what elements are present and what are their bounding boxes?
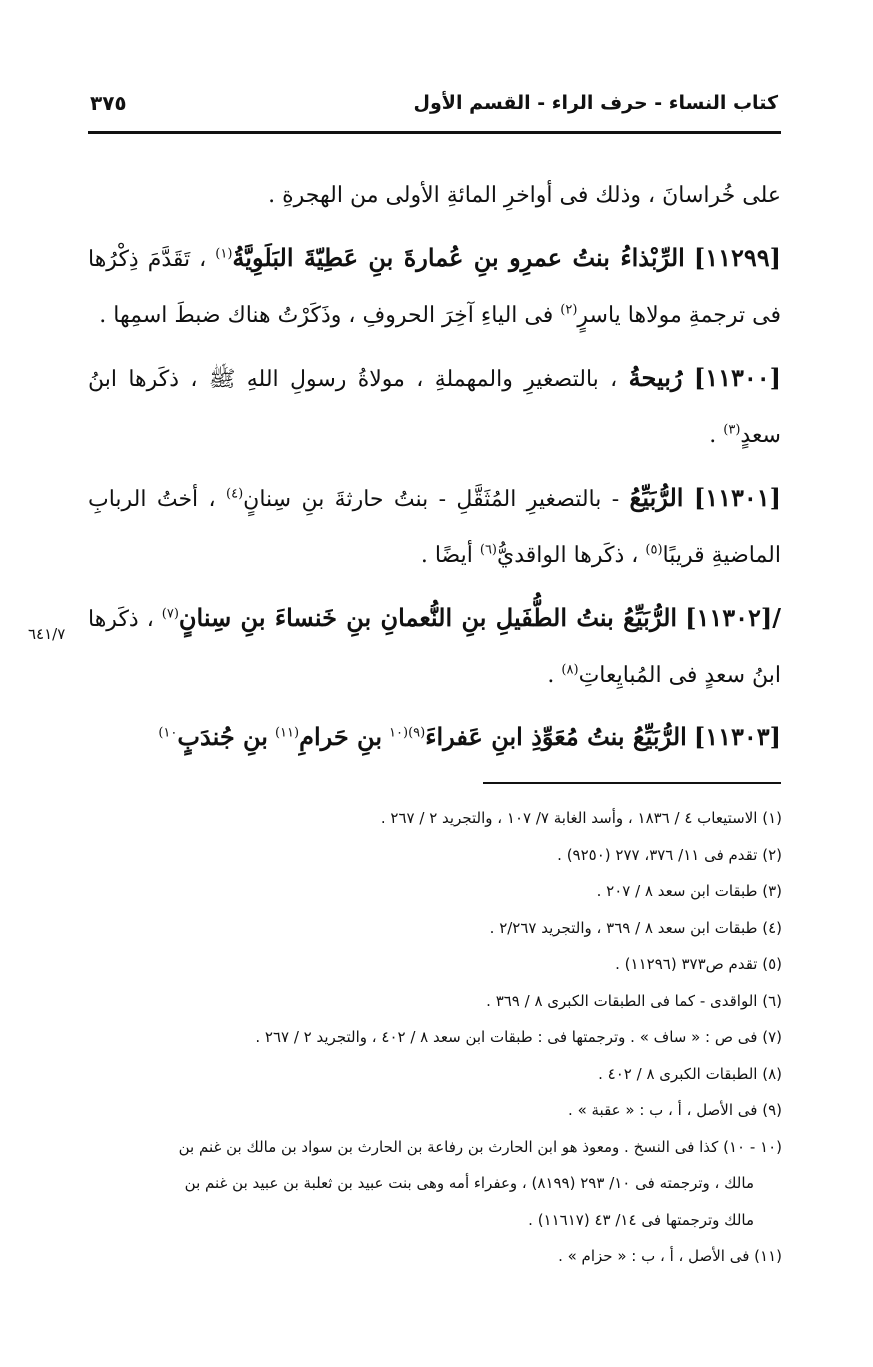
footnote: (٦) الواقدى - كما فى الطبقات الكبرى ٨ / ٣٦٩ . (486, 991, 782, 1010)
footnote: (٧) فى ص : « ساف » . وترجمتها فى : طبقات ابن سعد ٨ / ٤٠٢ ، والتجريد ٢ / ٢٦٧ . (255, 1028, 782, 1046)
entry-name: رُبيحةُ (628, 363, 683, 392)
footnote-ref: (٦) (479, 542, 497, 558)
entry-11303 (88, 722, 781, 751)
footnote: (٢) تقدم فى ١١/ ٣٧٦، ٢٧٧ (٩٢٥٠) . (557, 845, 782, 864)
entry-text: أيضًا . (420, 543, 473, 568)
running-title: كتاب النساء - حرف الراء - القسم الأول (413, 92, 778, 114)
entry-name: الرُّبَيِّعُ بنتُ مُعَوِّذِ ابنِ عَفراءَ (425, 722, 687, 751)
footnote-continuation: مالك وترجمتها فى ١٤/ ٤٣ (١١٦١٧) . (528, 1210, 754, 1229)
entry-name-part: بنِ حَرامِ (299, 722, 383, 751)
footnote: (٩) فى الأصل ، أ ، ب : « عقبة » . (568, 1101, 782, 1119)
footnote-continuation: مالك ، وترجمته فى ١٠/ ٢٩٣ (٨١٩٩) ، وعفراء أمه وهى بنت عبيد بن ثعلبة بن عبيد بن غنم بن (184, 1174, 754, 1192)
entry-11302 (88, 590, 781, 704)
entry-name-part: بنِ جُندَبٍ (177, 722, 268, 751)
entry-text: فى الياءِ آخِرَ الحروفِ ، وذَكَرْتُ هناك ضبطَ اسمِها . (99, 303, 554, 328)
entry-text: - بالتصغيرِ المُثَقَّلِ - بنتُ حارثةَ بنِ سِنانٍ (243, 487, 620, 512)
entry-text: . (547, 663, 555, 688)
main-text (88, 168, 781, 704)
entry-11300 (88, 350, 781, 464)
footnote: (١١) فى الأصل ، أ ، ب : « حزام » . (558, 1247, 782, 1265)
entry-text: ، أختُ الربابِ الماضيةِ قريبًا (88, 487, 781, 568)
entry-number: [١١٢٩٩] (693, 243, 781, 272)
footnote-ref: (٨) (561, 662, 579, 678)
footnote-ref: (٤) (226, 486, 244, 502)
footnote-rule (483, 782, 781, 784)
footnote-ref: (٢) (560, 302, 578, 318)
entry-number: [١١٣٠٣] (693, 722, 781, 751)
footnote-ref: (١) (215, 246, 233, 262)
footnote-ref: (١١) (274, 725, 300, 741)
entry-name: الرِّبْذاءُ بنتُ عمرِو بنِ عُمارةَ بنِ عَطِيّةَ البَلَوِيَّةُ (232, 243, 685, 272)
footnote: (٨) الطبقات الكبرى ٨ / ٤٠٢ . (598, 1064, 782, 1083)
entry-text: ، ذكَرها الواقديُّ (497, 543, 639, 568)
footnote-ref: (١٠ (389, 725, 409, 741)
entry-text: . (709, 423, 717, 448)
footnote: (٥) تقدم ص٣٧٣ (١١٢٩٦) . (615, 955, 782, 973)
entry-number: [١١٣٠١] (693, 483, 782, 512)
footnote-ref: (٩) (408, 725, 426, 741)
page-marker-slash: / (772, 603, 782, 632)
entry-text: ، ذكَرها ابنُ سعدٍ فى المُبايِعاتِ (88, 607, 781, 688)
entry-name: الرُّبَيِّعُ بنتُ الطُّفَيلِ بنِ النُّعمانِ بنِ خَنساءَ بنِ سِنانٍ (178, 603, 678, 632)
footnote: (١٠ - ١٠) كذا فى النسخ . ومعوذ هو ابن الحارث بن رفاعة بن الحارث بن سواد بن مالك بن غنم بن (178, 1137, 782, 1156)
page-header (90, 86, 778, 120)
entry-name: الرُّبَيِّعُ (629, 483, 684, 512)
header-rule (88, 131, 781, 134)
entry-11299 (88, 230, 781, 344)
entry-number: [١١٣٠٢] (685, 603, 773, 632)
entry-text: ، تَقَدَّمَ ذِكْرُها فى ترجمةِ مولاها ياسرٍ (88, 247, 781, 328)
entry-text: ، بالتصغيرِ والمهملةِ ، مولاةُ رسولِ اللهِ ﷺ ، ذكَرها ابنُ سعدٍ (88, 367, 781, 448)
footnote-ref: (٥) (645, 542, 663, 558)
entry-11301 (88, 470, 781, 584)
footnote: (٣) طبقات ابن سعد ٨ / ٢٠٧ . (596, 882, 782, 900)
margin-volume-note: ٦٤١/٧ (28, 625, 66, 643)
page-number: ٣٧٥ (90, 91, 127, 115)
footnote-ref: ١٠) (158, 725, 178, 741)
intro-line: على خُراسانَ ، وذلك فى أواخرِ المائةِ الأولى من الهجرةِ . (268, 183, 781, 208)
footnote-ref: (٧) (161, 606, 179, 622)
footnote: (٤) طبقات ابن سعد ٨ / ٣٦٩ ، والتجريد ٢/٢٦٧ . (489, 918, 782, 937)
footnotes (92, 800, 782, 1275)
entry-number: [١١٣٠٠] (693, 363, 781, 392)
footnote-ref: (٣) (723, 422, 741, 438)
footnote: (١) الاستيعاب ٤ / ١٨٣٦ ، وأسد الغابة ٧/ ١٠٧ ، والتجريد ٢ / ٢٦٧ . (380, 809, 782, 827)
